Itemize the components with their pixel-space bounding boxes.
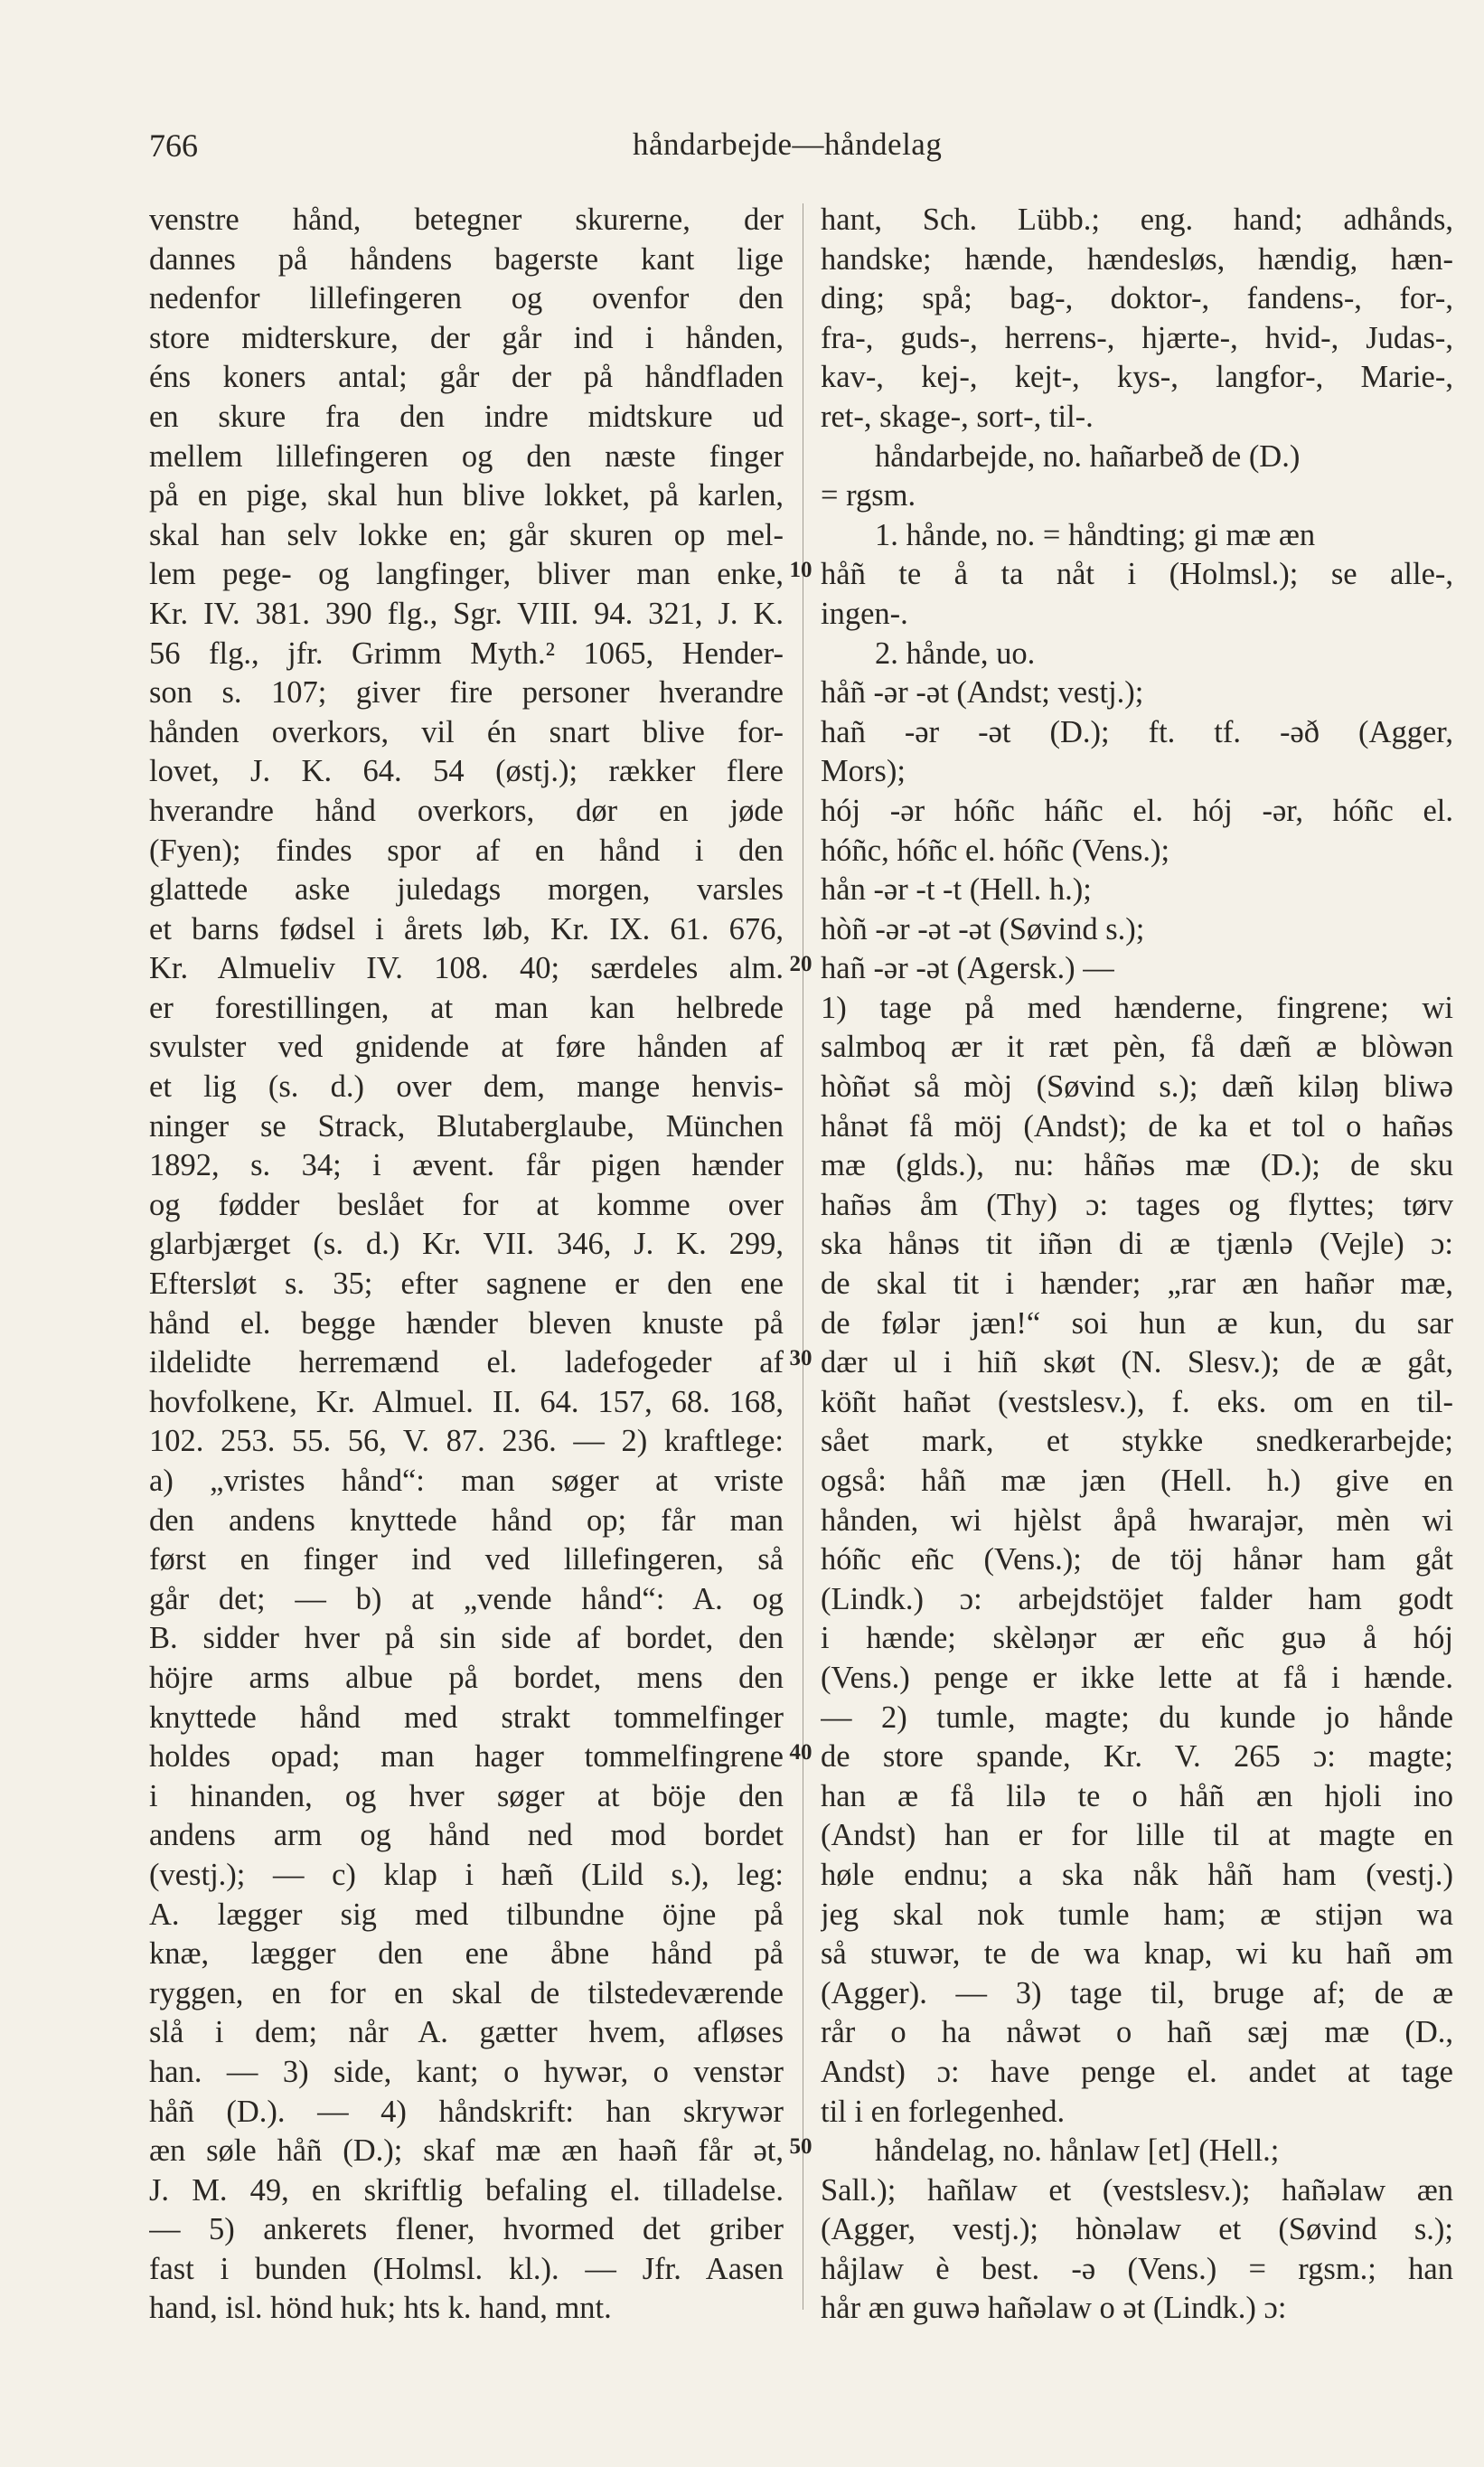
text-line: i hænde; skèləŋər ær eñc guə å hój <box>821 1621 1453 1656</box>
line-number: 40 <box>789 1740 812 1765</box>
text-line: lem pege- og langfinger, bliver man enke, <box>149 557 784 592</box>
text-line: (Andst) han er for lille til at magte en <box>821 1818 1453 1853</box>
text-line: ryggen, en for en skal de tilstedeværende <box>149 1975 784 2010</box>
page-header <box>0 127 1484 172</box>
text-line: B. sidder hver på sin side af bordet, den <box>149 1621 784 1656</box>
text-line: fast i bunden (Holmsl. kl.). — Jfr. Aasen <box>149 2251 784 2286</box>
text-line: handske; hænde, hændesløs, hændig, hæn- <box>821 241 1453 277</box>
text-line: hånd el. begge hænder bleven knuste på <box>149 1305 784 1341</box>
text-line: den andens knyttede hånd op; får man <box>149 1502 784 1538</box>
text-line: de skal tit i hænder; „rar æn hañər mæ, <box>821 1266 1453 1302</box>
text-line: lovet, J. K. 64. 54 (østj.); rækker flere <box>149 754 784 789</box>
text-line: 56 flg., jfr. Grimm Myth.² 1065, Hender- <box>149 636 784 671</box>
text-line: til i en forlegenhed. <box>821 2094 1066 2129</box>
text-line: håñ te å ta nåt i (Holmsl.); se alle-, <box>821 557 1453 592</box>
text-line: hån -ər -t -t (Hell. h.); <box>821 872 1092 908</box>
text-line: salmboq ær it ræt pèn, få dæñ æ blòwən <box>821 1030 1453 1065</box>
page-number: 766 <box>149 127 198 164</box>
text-line: Kr. Almueliv IV. 108. 40; særdeles alm. <box>149 951 784 986</box>
text-line: de følər jæn!“ soi hun æ kun, du sar <box>821 1305 1453 1341</box>
text-line: Sall.); hañlaw et (vestslesv.); hañəlaw æn <box>821 2172 1453 2208</box>
text-line: holdes opad; man hager tommelfingrene <box>149 1739 784 1775</box>
text-line: håjlaw è best. -ə (Vens.) = rgsm.; han <box>821 2251 1453 2286</box>
text-line: mæ (glds.), nu: håñəs mæ (D.); de sku <box>821 1148 1453 1183</box>
text-line: et barns fødsel i årets løb, Kr. IX. 61. 676, <box>149 911 784 946</box>
text-line: og fødder beslået for at komme over <box>149 1187 784 1222</box>
running-head: håndarbejde—håndelag <box>633 127 943 162</box>
text-line: er forestillingen, at man kan helbrede <box>149 990 784 1025</box>
text-line: hój -ər hóñc háñc el. hój -ər, hóñc el. <box>821 793 1453 828</box>
text-line: ska hånəs tit iñən di æ tjænlə (Vejle) ɔ: <box>821 1227 1453 1262</box>
text-line: går det; — b) at „vende hånd“: A. og <box>149 1581 784 1616</box>
text-line: hår æn guwə hañəlaw o ət (Lindk.) ɔ: <box>821 2291 1287 2326</box>
text-line: hånden overkors, vil én snart blive for- <box>149 714 784 749</box>
text-line: håndarbejde, no. hañarbeð de (D.) <box>875 438 1301 474</box>
text-line: Andst) ɔ: have penge el. andet at tage <box>821 2054 1453 2089</box>
text-line: først en finger ind ved lillefingeren, så <box>149 1542 784 1577</box>
text-line: — 5) ankerets flener, hvormed det griber <box>149 2212 784 2247</box>
text-line: hañəs åm (Thy) ɔ: tages og flyttes; tørv <box>821 1187 1453 1222</box>
text-line: dær ul i hiñ skøt (N. Slesv.); de æ gåt, <box>821 1345 1453 1380</box>
text-line: knyttede hånd med strakt tommelfinger <box>149 1700 784 1735</box>
text-line: nedenfor lillefingeren og ovenfor den <box>149 281 784 316</box>
text-line: de store spande, Kr. V. 265 ɔ: magte; <box>821 1739 1453 1775</box>
text-line: J. M. 49, en skriftlig befaling el. tilladelse. <box>149 2172 784 2208</box>
text-line: han. — 3) side, kant; o hywər, o venstər <box>149 2054 784 2089</box>
text-line: ingen-. <box>821 596 908 631</box>
text-line: Mors); <box>821 754 906 789</box>
text-line: ninger se Strack, Blutaberglaube, München <box>149 1108 784 1144</box>
text-line: a) „vristes hånd“: man søger at vriste <box>149 1464 784 1498</box>
text-line: Eftersløt s. 35; efter sagnene er den ene <box>149 1266 784 1302</box>
text-line: slå i dem; når A. gætter hvem, afløses <box>149 2015 784 2050</box>
text-line: hånden, wi hjèlst åpå hwarajər, mèn wi <box>821 1502 1453 1538</box>
text-line: skal han selv lokke en; går skuren op mel- <box>149 517 784 552</box>
text-line: kav-, kej-, kejt-, kys-, langfor-, Marie-, <box>821 360 1453 395</box>
text-line: jeg skal nok tumle ham; æ stijən wa <box>821 1897 1453 1932</box>
text-line: 102. 253. 55. 56, V. 87. 236. — 2) kraftlege: <box>149 1424 784 1459</box>
text-line: venstre hånd, betegner skurerne, der <box>149 202 784 237</box>
text-line: i hinanden, og hver søger at böje den <box>149 1778 784 1813</box>
text-line: dannes på håndens bagerste kant lige <box>149 241 784 277</box>
text-line: hañ -ər -ət (Agersk.) — <box>821 951 1114 986</box>
text-line: hòñət så mòj (Søvind s.); dæñ kiləŋ bliwə <box>821 1069 1453 1105</box>
line-number: 30 <box>789 1346 812 1370</box>
text-line: et lig (s. d.) over dem, mange henvis- <box>149 1069 784 1105</box>
text-line: ret-, skage-, sort-, til-. <box>821 399 1094 434</box>
text-line: hverandre hånd overkors, dør en jøde <box>149 793 784 828</box>
text-line: ding; spå; bag-, doktor-, fandens-, for-, <box>821 281 1453 316</box>
text-line: köñt hañət (vestslesv.), f. eks. om en til- <box>821 1384 1453 1419</box>
text-line: håndelag, no. hånlaw [et] (Hell.; <box>875 2133 1280 2169</box>
text-line: store midterskure, der går ind i hånden, <box>149 320 784 355</box>
text-line: (Agger). — 3) tage til, bruge af; de æ <box>821 1975 1453 2010</box>
text-line: andens arm og hånd ned mod bordet <box>149 1818 784 1853</box>
text-line: = rgsm. <box>821 478 916 513</box>
left-column <box>149 201 784 2329</box>
text-line: éns koners antal; går der på håndfladen <box>149 360 784 395</box>
text-line: hovfolkene, Kr. Almuel. II. 64. 157, 68. 168, <box>149 1384 784 1419</box>
text-line: (vestj.); — c) klap i hæñ (Lild s.), leg: <box>149 1857 784 1892</box>
text-line: glarbjærget (s. d.) Kr. VII. 346, J. K. 299, <box>149 1227 784 1262</box>
text-line: mellem lillefingeren og den næste finger <box>149 438 784 474</box>
text-line: hóñc, hóñc el. hóñc (Vens.); <box>821 833 1170 868</box>
text-line: 1) tage på med hænderne, fingrene; wi <box>821 990 1453 1025</box>
text-line: — 2) tumle, magte; du kunde jo hånde <box>821 1700 1453 1735</box>
right-column <box>821 201 1453 2329</box>
text-line: også: håñ mæ jæn (Hell. h.) give en <box>821 1464 1453 1498</box>
text-line: Kr. IV. 381. 390 flg., Sgr. VIII. 94. 321, J. K. <box>149 596 784 631</box>
text-line: rår o ha nåwət o hañ sæj mæ (D., <box>821 2015 1453 2050</box>
text-line: hóñc eñc (Vens.); de töj hånər ham gåt <box>821 1542 1453 1577</box>
text-line: hånət få möj (Andst); de ka et tol o hañəs <box>821 1108 1453 1144</box>
text-line: glattede aske juledags morgen, varsles <box>149 872 784 908</box>
text-line: 1892, s. 34; i ævent. får pigen hænder <box>149 1148 784 1183</box>
text-line: håñ -ər -ət (Andst; vestj.); <box>821 675 1144 711</box>
text-line: hòñ -ər -ət -ət (Søvind s.); <box>821 911 1145 946</box>
line-number: 20 <box>789 952 812 976</box>
text-line: svulster ved gnidende at føre hånden af <box>149 1030 784 1065</box>
text-line: på en pige, skal hun blive lokket, på karlen, <box>149 478 784 513</box>
text-line: (Vens.) penge er ikke lette at få i hænde. <box>821 1660 1453 1695</box>
text-line: ildelidte herremænd el. ladefogeder af <box>149 1345 784 1380</box>
text-line: hañ -ər -ət (D.); ft. tf. -əð (Agger, <box>821 714 1453 749</box>
text-line: 1. hånde, no. = håndting; gi mæ æn <box>875 517 1316 552</box>
line-number: 10 <box>789 558 812 582</box>
text-line: son s. 107; giver fire personer hverandre <box>149 675 784 711</box>
text-line: hand, isl. hönd huk; hts k. hand, mnt. <box>149 2291 612 2326</box>
text-line: knæ, lægger den ene åbne hånd på <box>149 1936 784 1972</box>
text-line: sået mark, et stykke snedkerarbejde; <box>821 1424 1453 1459</box>
text-line: hant, Sch. Lübb.; eng. hand; adhånds, <box>821 202 1453 237</box>
text-line: høle endnu; a ska nåk håñ ham (vestj.) <box>821 1857 1453 1892</box>
text-line: (Agger, vestj.); hònəlaw et (Søvind s.); <box>821 2212 1453 2247</box>
line-number: 50 <box>789 2134 812 2159</box>
text-line: æn søle håñ (D.); skaf mæ æn haəñ får ət, <box>149 2133 784 2169</box>
text-line: en skure fra den indre midtskure ud <box>149 399 784 434</box>
text-line: så stuwər, te de wa knap, wi ku hañ əm <box>821 1936 1453 1972</box>
text-line: A. lægger sig med tilbundne öjne på <box>149 1897 784 1932</box>
text-line: han æ få lilə te o håñ æn hjoli ino <box>821 1778 1453 1813</box>
text-line: håñ (D.). — 4) håndskrift: han skrywər <box>149 2094 784 2129</box>
text-line: 2. hånde, uo. <box>875 636 1036 671</box>
text-line: höjre arms albue på bordet, mens den <box>149 1660 784 1695</box>
text-line: (Lindk.) ɔ: arbejdstöjet falder ham godt <box>821 1581 1453 1616</box>
text-line: (Fyen); findes spor af en hånd i den <box>149 833 784 868</box>
text-line: fra-, guds-, herrens-, hjærte-, hvid-, Judas-, <box>821 320 1453 355</box>
